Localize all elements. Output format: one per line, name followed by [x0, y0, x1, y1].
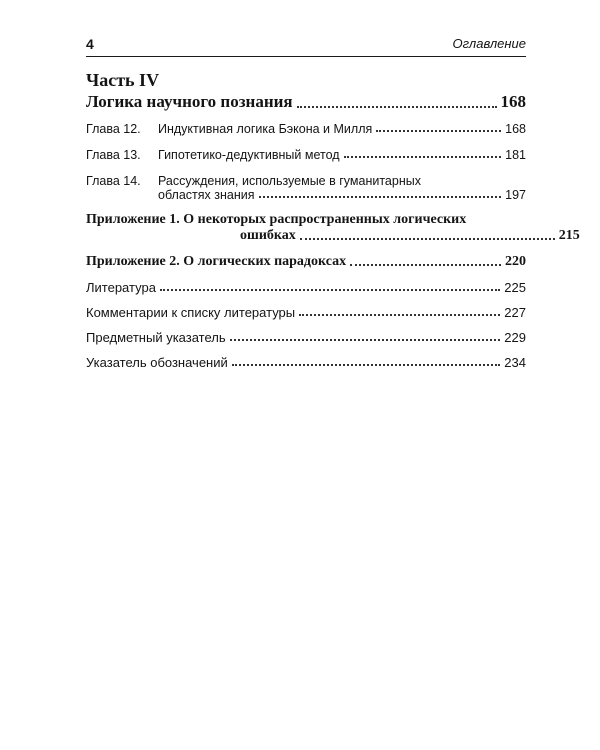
toc-entry-chapter-13[interactable] — [86, 148, 526, 162]
entry-title-line-1: Рассуждения, используемые в гуманитарных — [158, 174, 421, 188]
dot-leader — [160, 289, 500, 291]
dot-leader — [297, 106, 497, 108]
entry-title-line-1: Приложение 1. О некоторых распространенных логических — [86, 212, 467, 227]
entry-page: 225 — [504, 280, 526, 295]
entry-title: Предметный указатель — [86, 330, 226, 345]
entry-page: 168 — [500, 92, 526, 111]
dot-leader — [232, 364, 501, 366]
dot-leader — [376, 130, 501, 132]
running-title: Оглавление — [452, 36, 526, 51]
part-label: Часть IV — [86, 70, 160, 90]
chapter-label: Глава 13. — [86, 148, 141, 162]
entry-page: 215 — [558, 228, 580, 243]
toc-entry-appendix-2[interactable] — [86, 254, 526, 270]
entry-page: 197 — [505, 188, 526, 202]
entry-title: Указатель обозначений — [86, 355, 228, 370]
entry-title-line-2: областях знания — [158, 188, 255, 202]
chapter-label: Глава 14. — [86, 174, 141, 188]
dot-leader — [350, 264, 501, 266]
dot-leader — [230, 339, 501, 341]
dot-leader — [259, 196, 502, 198]
entry-title: Приложение 2. О логических парадоксах — [86, 254, 347, 269]
dot-leader — [300, 238, 555, 240]
entry-title: Литература — [86, 280, 156, 295]
entry-title: Комментарии к списку литературы — [86, 305, 296, 320]
dot-leader — [344, 156, 502, 158]
dot-leader — [299, 314, 500, 316]
toc-entry-notation-index[interactable] — [86, 355, 526, 370]
running-header — [86, 34, 526, 57]
entry-page: 168 — [505, 122, 526, 136]
entry-page: 181 — [505, 148, 526, 162]
toc-entry-subject-index[interactable] — [86, 330, 526, 345]
toc-entry-chapter-14[interactable] — [86, 174, 526, 202]
entry-title: Гипотетико-дедуктивный метод — [158, 148, 340, 162]
chapter-label: Глава 12. — [86, 122, 141, 136]
toc-entry-part-4[interactable] — [86, 92, 526, 112]
entry-page: 220 — [505, 254, 526, 269]
entry-title-line-2: ошибках — [240, 228, 296, 243]
entry-title: Индуктивная логика Бэкона и Милля — [158, 122, 373, 136]
toc-entry-literature-comments[interactable] — [86, 305, 526, 320]
toc-entry-chapter-12[interactable] — [86, 122, 526, 136]
entry-title: Логика научного познания — [86, 92, 293, 111]
toc-entry-literature[interactable] — [86, 280, 526, 295]
toc-entry-appendix-1[interactable] — [86, 212, 580, 244]
page-number: 4 — [86, 36, 94, 52]
entry-page: 234 — [504, 355, 526, 370]
entry-page: 229 — [504, 330, 526, 345]
entry-page: 227 — [504, 305, 526, 320]
table-of-contents — [86, 70, 580, 370]
